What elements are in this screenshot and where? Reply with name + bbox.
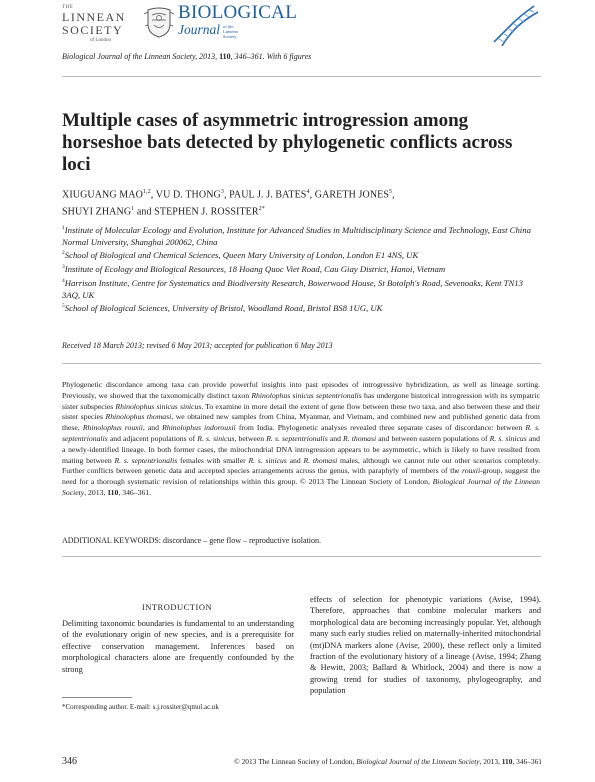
introduction-column-left: Delimiting taxonomic boundaries is fundamental to an understanding of the evolutionary origin of new species, and is a prerequisite for effective conservation management. Inferences based on morphological characters alone are frequently confounded by the strong (62, 619, 294, 674)
affiliation-number: 3 (62, 264, 65, 271)
author-separator: , (309, 189, 315, 201)
author-name: STEPHEN J. ROSSITER (154, 206, 259, 218)
received-dates: Received 18 March 2013; revised 6 May 2013; accepted for publication 6 May 2013 (62, 341, 333, 350)
abstract: Phylogenetic discordance among taxa can provide powerful insights into past episodes of introgressive hybridization, as well as lineage sorting. Previously, we showed that the taxonomically distinct taxon Rhinolophus sinicus septentrionalis has undergone historical introgression with its sympatric sister subspecies Rhinolophus sinicus sinicus. To examine in more detail the extent of gene flow between these two taxa, and also between these and their sister species Rhinolophus thomasi, we obtained new samples from China, Myanmar, and Vietnam, and combined new and published genetic data from these, Rhinolophus rouxii, and Rhinolophus indorouxii from India. Phylogenetic analyses revealed three separate cases of discordance: between R. s. septentrionalis and adjacent populations of R. s. sinicus, between R. s. septentrionalis and R. thomasi and between eastern populations of R. s. sinicus and a newly-identified lineage. In both former cases, the mitochondrial DNA introgression appears to be asymmetric, which is likely to have resulted from mating between R. s. septentrionalis females with smaller R. s. sinicus and R. thomasi males, although we cannot rule out other scenarios completely. Further conflicts between genetic data and accepted species arrangements across the genus, with paraphyly of members of the rouxii-group, suggest the need for a thorough systematic revision of relationships within this group. © 2013 The Linnean Society of London, Biological Journal of the Linnean Society, 2013, 110, 346–361. (62, 380, 541, 497)
affiliation-item (62, 223, 540, 248)
author-separator: and (134, 206, 155, 218)
affiliation-text: Institute of Molecular Ecology and Evolution, Institute for Advanced Studies in Multidisciplinary Science and Technology, East China Normal University, Shanghai 200062, China (62, 224, 531, 247)
affiliation-number: 2 (62, 250, 65, 257)
corresponding-author-footnote: *Corresponding author. E-mail: s.j.rossiter@qmul.ac.uk (62, 703, 219, 711)
journal-logo-ofthe: of the (223, 24, 234, 29)
author-list (62, 185, 542, 220)
affiliation-item (62, 262, 540, 276)
journal-logo-biological: BIOLOGICAL (178, 2, 298, 23)
author-name: GARETH JONES (314, 189, 390, 201)
journal-citation (62, 52, 542, 61)
keywords-divider (62, 556, 541, 557)
author-separator: , (150, 189, 156, 201)
affiliation-number: 4 (62, 277, 65, 284)
article-title: Multiple cases of asymmetric introgression among horseshoe bats detected by phylogenetic conflicts across loci (62, 110, 513, 175)
journal-logo-society: Society (223, 34, 237, 39)
author-affiliation-marker: 2* (258, 206, 265, 213)
author-affiliation-marker: 3 (220, 189, 224, 195)
affiliation-text: School of Biological Sciences, University of Bristol, Woodland Road, Bristol BS8 1UG, UK (64, 303, 383, 314)
introduction-heading: INTRODUCTION (141, 602, 213, 612)
journal-logo-journal: Journal (178, 22, 220, 37)
society-the: THE (62, 5, 74, 10)
author-separator: , (223, 189, 230, 201)
author-name: SHUYI ZHANG (62, 206, 132, 218)
author-affiliation-marker: 1 (131, 206, 135, 213)
affiliation-number: 1 (62, 225, 65, 231)
society-name-line2: SOCIETY (62, 23, 124, 37)
footer-copyright: © 2013 The Linnean Society of London, Biological Journal of the Linnean Society, 2013, 110, 346–361 (234, 757, 542, 766)
page-number: 346 (62, 756, 77, 767)
affiliation-text: Institute of Ecology and Biological Resources, 18 Hoang Quoc Viet Road, Cau Giay District, Hanoi, Vietnam (64, 264, 446, 275)
author-affiliation-marker: 4 (306, 189, 310, 195)
author-name: VU D. THONG (155, 189, 221, 201)
header-divider (62, 76, 541, 77)
author-affiliation-marker: 1,2 (142, 189, 151, 195)
affiliation-item (62, 301, 540, 315)
affiliation-number: 5 (62, 303, 65, 310)
citation-year: , 2013, (195, 52, 220, 61)
citation-pages: , 346–361. With 6 figures (230, 52, 312, 61)
citation-volume: 110 (219, 52, 231, 61)
abstract-divider (62, 363, 541, 364)
footnote-rule (62, 697, 132, 698)
linnean-society-logo (62, 5, 140, 49)
society-location: of London (90, 38, 111, 43)
additional-keywords: ADDITIONAL KEYWORDS: discordance – gene flow – reproductive isolation. (62, 536, 321, 545)
author-separator: , (392, 189, 395, 201)
dna-helix-icon (490, 2, 540, 46)
affiliation-item (62, 276, 540, 301)
affiliation-text: Harrison Institute, Centre for Systematics and Biodiversity Research, Bowerwood House, St Botolph's Road, Sevenoaks, Kent TN13 3AQ, UK (62, 277, 523, 300)
society-name-line1: LINNEAN (62, 10, 126, 24)
affiliation-item (62, 248, 540, 262)
introduction-column-right: effects of selection for phenotypic variations (Avise, 1994). Therefore, approaches that combine molecular markers and morphological data are becoming increasingly popular. Yet, although many such early studies relied on maternally-inherited mitochondrial (mt)DNA markers alone (Avise, 2000), these reflect only a limited fraction of the evolutionary history of a lineage (Avise, 1994; Zhang & Hewitt, 2003; Ballard & Whitlock, 2004) and there is now a growing trend for studies of taxonomy, phylogeography, and population (310, 595, 541, 696)
affiliation-list (62, 223, 540, 315)
author-name: XIUGUANG MAO (62, 189, 143, 201)
author-affiliation-marker: 5 (389, 189, 393, 195)
society-crest-icon (142, 6, 176, 38)
citation-journal: Biological Journal of the Linnean Society (62, 52, 196, 61)
affiliation-text: School of Biological and Chemical Sciences, Queen Mary University of London, London E1 4NS, UK (64, 250, 419, 261)
author-name: PAUL J. J. BATES (229, 189, 307, 201)
journal-logo-linnean: Linnean (223, 29, 238, 34)
